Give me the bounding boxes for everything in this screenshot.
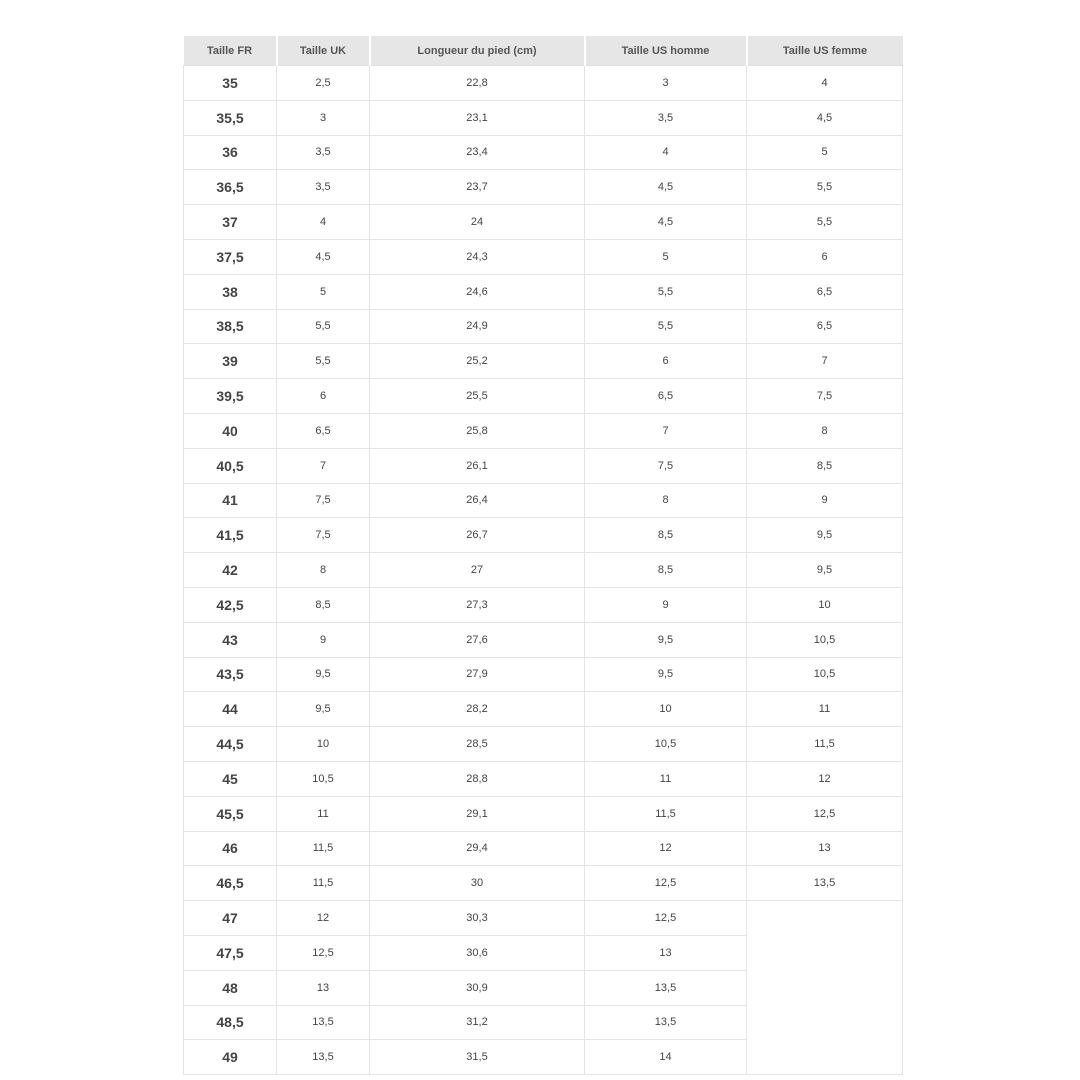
cell-taille-us-femme: 6 [747,239,903,274]
cell-taille-fr: 38,5 [184,309,277,344]
cell-taille-fr: 35 [184,66,277,101]
table-row [184,970,903,1005]
cell-taille-uk: 7,5 [277,483,370,518]
cell-longueur-pied: 30,3 [370,901,585,936]
table-row [184,239,903,274]
cell-longueur-pied: 25,5 [370,379,585,414]
cell-taille-us-femme: 12,5 [747,796,903,831]
cell-taille-us-femme: 8 [747,413,903,448]
header-taille-us-femme: Taille US femme [747,36,903,66]
header-taille-uk: Taille UK [277,36,370,66]
cell-longueur-pied: 27 [370,553,585,588]
header-taille-us-homme: Taille US homme [585,36,747,66]
cell-taille-us-homme: 5,5 [585,274,747,309]
table-row [184,901,903,936]
cell-taille-uk: 5,5 [277,309,370,344]
cell-taille-us-femme [747,970,903,1005]
cell-longueur-pied: 25,8 [370,413,585,448]
table-row [184,344,903,379]
cell-taille-fr: 45 [184,761,277,796]
table-row [184,205,903,240]
cell-taille-uk: 13,5 [277,1040,370,1075]
cell-taille-uk: 5,5 [277,344,370,379]
cell-taille-us-femme: 13,5 [747,866,903,901]
table-row [184,413,903,448]
cell-taille-uk: 7,5 [277,518,370,553]
cell-taille-us-femme: 5 [747,135,903,170]
cell-taille-us-homme: 8 [585,483,747,518]
cell-longueur-pied: 27,9 [370,657,585,692]
cell-longueur-pied: 26,7 [370,518,585,553]
cell-taille-fr: 43,5 [184,657,277,692]
cell-longueur-pied: 23,1 [370,100,585,135]
cell-taille-fr: 44,5 [184,727,277,762]
cell-taille-uk: 3 [277,100,370,135]
cell-taille-uk: 9,5 [277,657,370,692]
cell-longueur-pied: 31,5 [370,1040,585,1075]
cell-taille-uk: 3,5 [277,135,370,170]
cell-taille-fr: 39 [184,344,277,379]
table-row [184,448,903,483]
table-body [184,66,903,1075]
header-longueur-pied: Longueur du pied (cm) [370,36,585,66]
cell-taille-fr: 38 [184,274,277,309]
cell-taille-us-homme: 10,5 [585,727,747,762]
cell-longueur-pied: 24,9 [370,309,585,344]
cell-taille-fr: 49 [184,1040,277,1075]
cell-taille-us-homme: 10 [585,692,747,727]
table-row [184,831,903,866]
cell-longueur-pied: 25,2 [370,344,585,379]
cell-longueur-pied: 28,5 [370,727,585,762]
cell-taille-us-homme: 12 [585,831,747,866]
cell-taille-us-homme: 9,5 [585,622,747,657]
cell-taille-us-homme: 3 [585,66,747,101]
cell-taille-uk: 11 [277,796,370,831]
cell-taille-uk: 2,5 [277,66,370,101]
table-row [184,135,903,170]
cell-taille-fr: 47,5 [184,935,277,970]
table-row [184,1005,903,1040]
cell-taille-uk: 8 [277,553,370,588]
cell-taille-us-femme: 4,5 [747,100,903,135]
table-header-row [184,36,903,66]
cell-longueur-pied: 30,9 [370,970,585,1005]
table-row [184,866,903,901]
cell-taille-us-homme: 9,5 [585,657,747,692]
cell-longueur-pied: 29,1 [370,796,585,831]
cell-taille-uk: 9 [277,622,370,657]
table-row [184,727,903,762]
cell-taille-us-homme: 13,5 [585,1005,747,1040]
cell-taille-us-femme [747,1040,903,1075]
cell-taille-us-homme: 12,5 [585,901,747,936]
shoe-size-table [183,36,903,1075]
table-row [184,1040,903,1075]
cell-taille-us-homme: 13 [585,935,747,970]
cell-longueur-pied: 26,4 [370,483,585,518]
table-row [184,379,903,414]
cell-taille-uk: 12 [277,901,370,936]
cell-taille-uk: 12,5 [277,935,370,970]
cell-longueur-pied: 28,8 [370,761,585,796]
cell-taille-us-homme: 12,5 [585,866,747,901]
cell-taille-uk: 4,5 [277,239,370,274]
cell-taille-fr: 35,5 [184,100,277,135]
cell-taille-uk: 11,5 [277,831,370,866]
cell-taille-fr: 44 [184,692,277,727]
cell-taille-us-femme: 9,5 [747,553,903,588]
cell-taille-uk: 13 [277,970,370,1005]
cell-taille-uk: 5 [277,274,370,309]
cell-taille-us-femme [747,901,903,936]
cell-taille-uk: 6,5 [277,413,370,448]
cell-taille-us-femme [747,935,903,970]
table-row [184,761,903,796]
cell-taille-us-homme: 14 [585,1040,747,1075]
cell-longueur-pied: 28,2 [370,692,585,727]
cell-taille-us-homme: 4,5 [585,205,747,240]
cell-taille-fr: 46,5 [184,866,277,901]
cell-taille-us-femme: 6,5 [747,274,903,309]
cell-taille-us-femme: 7 [747,344,903,379]
cell-longueur-pied: 23,4 [370,135,585,170]
cell-taille-uk: 10 [277,727,370,762]
cell-taille-fr: 36 [184,135,277,170]
cell-longueur-pied: 23,7 [370,170,585,205]
table-row [184,66,903,101]
cell-longueur-pied: 24,3 [370,239,585,274]
cell-taille-fr: 39,5 [184,379,277,414]
cell-taille-us-homme: 7,5 [585,448,747,483]
cell-longueur-pied: 22,8 [370,66,585,101]
cell-taille-uk: 7 [277,448,370,483]
cell-longueur-pied: 24,6 [370,274,585,309]
cell-taille-fr: 40,5 [184,448,277,483]
table-row [184,170,903,205]
cell-taille-us-femme: 4 [747,66,903,101]
cell-longueur-pied: 27,6 [370,622,585,657]
cell-taille-fr: 40 [184,413,277,448]
cell-taille-fr: 45,5 [184,796,277,831]
cell-taille-us-homme: 8,5 [585,553,747,588]
cell-taille-fr: 46 [184,831,277,866]
table-row [184,100,903,135]
cell-taille-us-homme: 3,5 [585,100,747,135]
cell-taille-us-femme: 9,5 [747,518,903,553]
cell-taille-fr: 37,5 [184,239,277,274]
cell-taille-us-femme: 5,5 [747,170,903,205]
cell-longueur-pied: 30 [370,866,585,901]
cell-taille-fr: 37 [184,205,277,240]
table-row [184,553,903,588]
cell-taille-us-femme: 11,5 [747,727,903,762]
cell-taille-uk: 3,5 [277,170,370,205]
cell-taille-us-homme: 6 [585,344,747,379]
cell-taille-us-homme: 6,5 [585,379,747,414]
cell-longueur-pied: 31,2 [370,1005,585,1040]
cell-taille-us-femme: 13 [747,831,903,866]
cell-taille-us-homme: 11,5 [585,796,747,831]
cell-taille-uk: 4 [277,205,370,240]
cell-taille-uk: 11,5 [277,866,370,901]
cell-taille-us-homme: 4,5 [585,170,747,205]
cell-taille-fr: 42 [184,553,277,588]
cell-taille-us-homme: 13,5 [585,970,747,1005]
cell-taille-us-femme: 10,5 [747,657,903,692]
cell-taille-uk: 8,5 [277,587,370,622]
cell-taille-uk: 10,5 [277,761,370,796]
table-row [184,274,903,309]
cell-taille-us-homme: 9 [585,587,747,622]
table-row [184,622,903,657]
cell-taille-fr: 43 [184,622,277,657]
cell-taille-uk: 9,5 [277,692,370,727]
table-row [184,483,903,518]
table-row [184,935,903,970]
cell-taille-uk: 6 [277,379,370,414]
cell-taille-fr: 36,5 [184,170,277,205]
cell-taille-fr: 41,5 [184,518,277,553]
table-row [184,692,903,727]
cell-taille-fr: 48,5 [184,1005,277,1040]
cell-taille-us-femme [747,1005,903,1040]
cell-taille-us-femme: 7,5 [747,379,903,414]
cell-longueur-pied: 30,6 [370,935,585,970]
table-row [184,796,903,831]
cell-taille-us-homme: 7 [585,413,747,448]
cell-longueur-pied: 26,1 [370,448,585,483]
cell-taille-us-femme: 11 [747,692,903,727]
cell-taille-fr: 48 [184,970,277,1005]
cell-taille-fr: 47 [184,901,277,936]
cell-taille-uk: 13,5 [277,1005,370,1040]
cell-taille-us-femme: 5,5 [747,205,903,240]
cell-taille-us-homme: 11 [585,761,747,796]
cell-longueur-pied: 24 [370,205,585,240]
cell-taille-us-femme: 9 [747,483,903,518]
cell-taille-us-femme: 10,5 [747,622,903,657]
header-taille-fr: Taille FR [184,36,277,66]
cell-longueur-pied: 29,4 [370,831,585,866]
cell-taille-us-homme: 5 [585,239,747,274]
cell-taille-us-homme: 8,5 [585,518,747,553]
table-row [184,309,903,344]
cell-taille-us-homme: 5,5 [585,309,747,344]
cell-taille-us-femme: 6,5 [747,309,903,344]
table-row [184,587,903,622]
cell-taille-fr: 42,5 [184,587,277,622]
cell-taille-us-homme: 4 [585,135,747,170]
table-row [184,657,903,692]
cell-longueur-pied: 27,3 [370,587,585,622]
cell-taille-us-femme: 12 [747,761,903,796]
cell-taille-us-femme: 8,5 [747,448,903,483]
cell-taille-us-femme: 10 [747,587,903,622]
cell-taille-fr: 41 [184,483,277,518]
table-row [184,518,903,553]
